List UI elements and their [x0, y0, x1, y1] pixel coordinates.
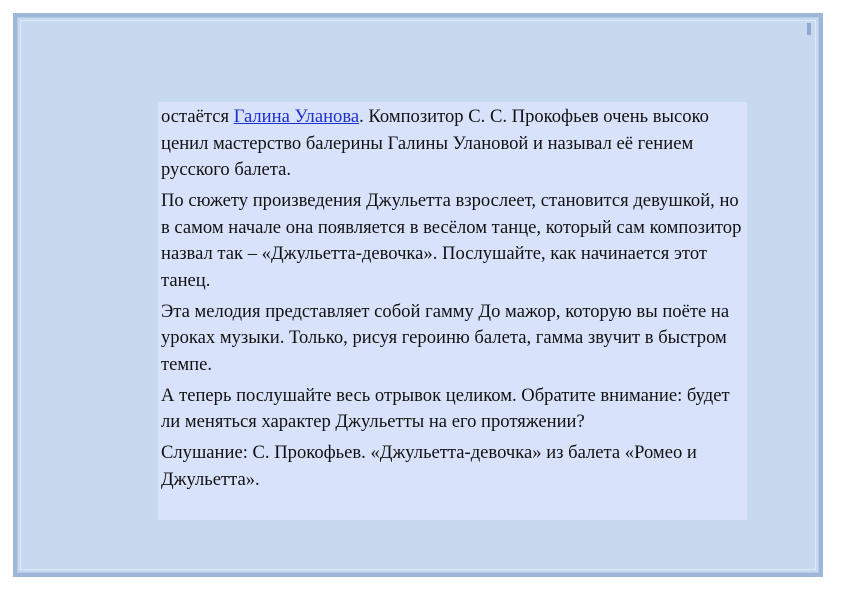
slide-frame: [13, 13, 823, 577]
corner-mark: [807, 23, 811, 35]
paragraph-ulanova-end: . Композитор С. С. Прокофьев очень высоко ценил мастерство балерины Галины Улановой и называл её гением русского балета.: [161, 106, 709, 180]
paragraph-juliet-growing: По сюжету произведения Джульетта взрослеет, становится девушкой, но в самом начале она появляется в весёлом танце, который сам композитор назвал так – «Джульетта-девочка». Послушайте, как начинается этот танец.: [161, 190, 742, 291]
slide-text-panel: [158, 102, 747, 520]
paragraph-listen-question: А теперь послушайте весь отрывок целиком. Обратите внимание: будет ли меняться характер Джульетты на его протяжении?: [161, 384, 730, 432]
paragraph-ulanova-start: остаётся: [161, 106, 234, 127]
paragraph-listening-title: Слушание: С. Прокофьев. «Джульетта-девочка» из балета «Ромео и Джульетта».: [161, 442, 697, 490]
paragraph-ulanova: [161, 104, 743, 184]
link-galina-ulanova[interactable]: Галина Уланова: [233, 106, 360, 127]
paragraph-c-major-scale: Эта мелодия представляет собой гамму До мажор, которую вы поёте на уроках музыки. Только, рисуя героиню балета, гамма звучит в быстром темпе.: [161, 300, 730, 375]
